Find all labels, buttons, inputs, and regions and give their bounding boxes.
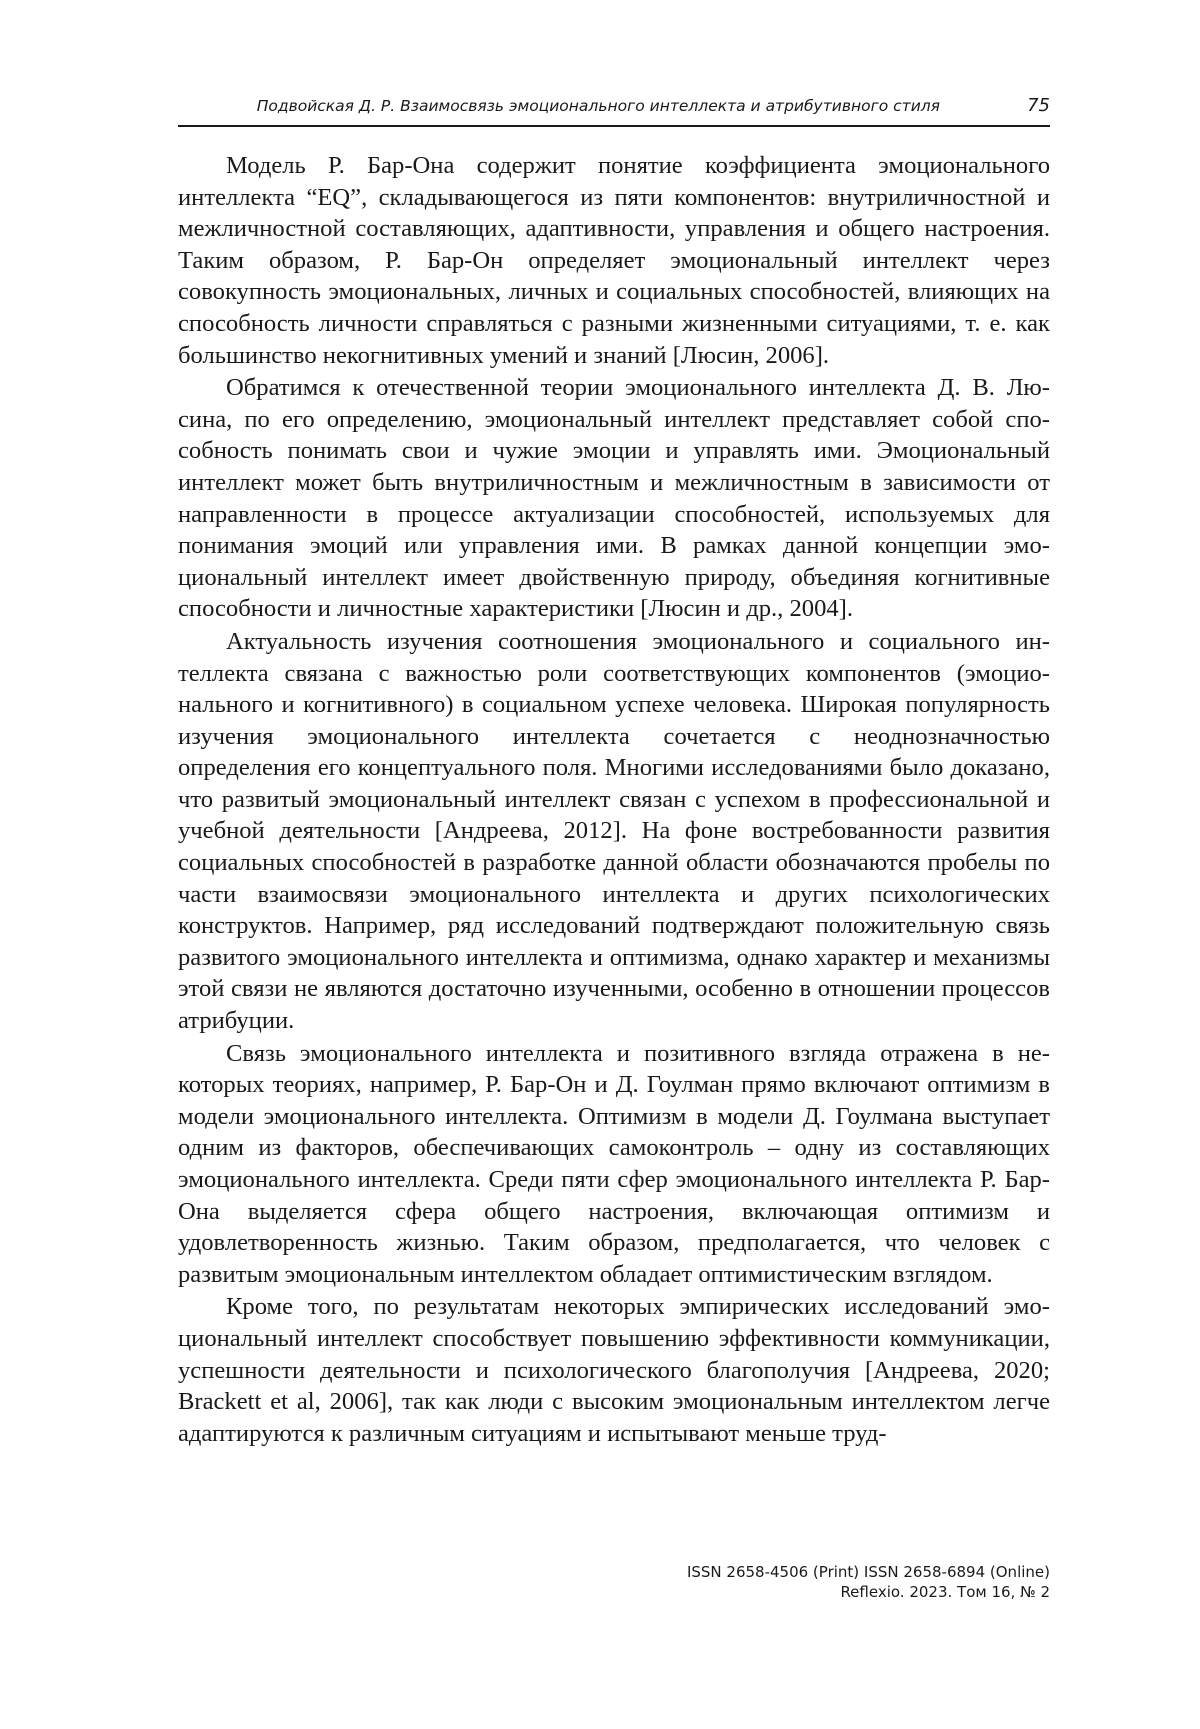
- article-body: [178, 150, 1050, 1450]
- paragraph-empirical-studies: Кроме того, по результатам некоторых эмпирических исследований эмоциональный интеллект способствует повышению эффективности коммуникации, успешности деятельности и психологического благополучия [Андреева, 2020; Brackett et al, 2006], так как люди с высоким эмоциональным интеллектом легче адаптируются к различным ситуациям и испытывают меньше труд-: [178, 1293, 1050, 1447]
- page-footer: [687, 1562, 1050, 1602]
- running-title: Подвойская Д. Р. Взаимосвязь эмоционального интеллекта и атрибутивного стиля: [256, 97, 940, 115]
- page-number: 75: [1027, 95, 1050, 116]
- paragraph-relevance: Актуальность изучения соотношения эмоционального и социального интеллекта связана с важностью роли соответствующих компонентов (эмоционального и когнитивного) в социальном успехе человека. Широкая популярность изучения эмоционального интеллекта сочетается с неоднозначностью определения его концептуального поля. Многими исследованиями было доказано, что развитый эмоциональный интеллект связан с успехом в профессиональной и учебной деятельности [Андреева, 2012]. На фоне востребованности развития социальных способностей в разработке данной области обозначаются пробелы по части взаимосвязи эмоционального интеллекта и других психологических конструктов. Например, ряд исследований подтверждают положительную связь развитого эмоционального интеллекта и оптимизма, однако характер и механизмы этой связи не являются достаточно изученными, особенно в отношении процессов атрибуции.: [178, 627, 1050, 1035]
- paragraph-lyusin-theory: Обратимся к отечественной теории эмоционального интеллекта Д. В. Люсина, по его определению, эмоциональный интеллект представляет собой способность понимать свои и чужие эмоции и управлять ими. Эмоциональный интеллект может быть внутриличностным и межличностным в зависимости от направленности в процессе актуализации способностей, используемых для понимания эмоций или управления ими. В рамках данной концепции эмоциональный интеллект имеет двойственную природу, объединяя когнитивные способности и личностные характеристики [Люсин и др., 2004].: [178, 374, 1050, 623]
- running-header: [178, 95, 1050, 127]
- footer-journal: Reflexio. 2023. Том 16, № 2: [840, 1583, 1050, 1601]
- paragraph-optimism-link: Связь эмоционального интеллекта и позитивного взгляда отражена в некоторых теориях, например, Р. Бар-Он и Д. Гоулман прямо включают оптимизм в модели эмоционального интеллекта. Оптимизм в модели Д. Гоулмана выступает одним из факторов, обеспечивающих самоконтроль – одну из составляющих эмоционального интеллекта. Среди пяти сфер эмоционального интеллекта Р. Бар-Она выделяется сфера общего настроения, включающая оптимизм и удовлетворенность жизнью. Таким образом, предполагается, что человек с развитым эмоциональным интеллектом обладает оптимистическим взглядом.: [178, 1039, 1050, 1288]
- footer-issn: ISSN 2658-4506 (Print) ISSN 2658-6894 (Online): [686, 1563, 1050, 1581]
- paragraph-bar-on-model: Модель Р. Бар-Она содержит понятие коэффициента эмоционального интеллекта “EQ”, складывающегося из пяти компонентов: внутриличностной и межличностной составляющих, адаптивности, управления и общего настроения. Таким образом, Р. Бар-Он определяет эмоциональный интеллект через совокупность эмоциональных, личных и социальных способностей, влияющих на способность личности справляться с разными жизненными ситуациями, т. е. как большинство некогнитивных умений и знаний [Люсин, 2006].: [178, 152, 1050, 369]
